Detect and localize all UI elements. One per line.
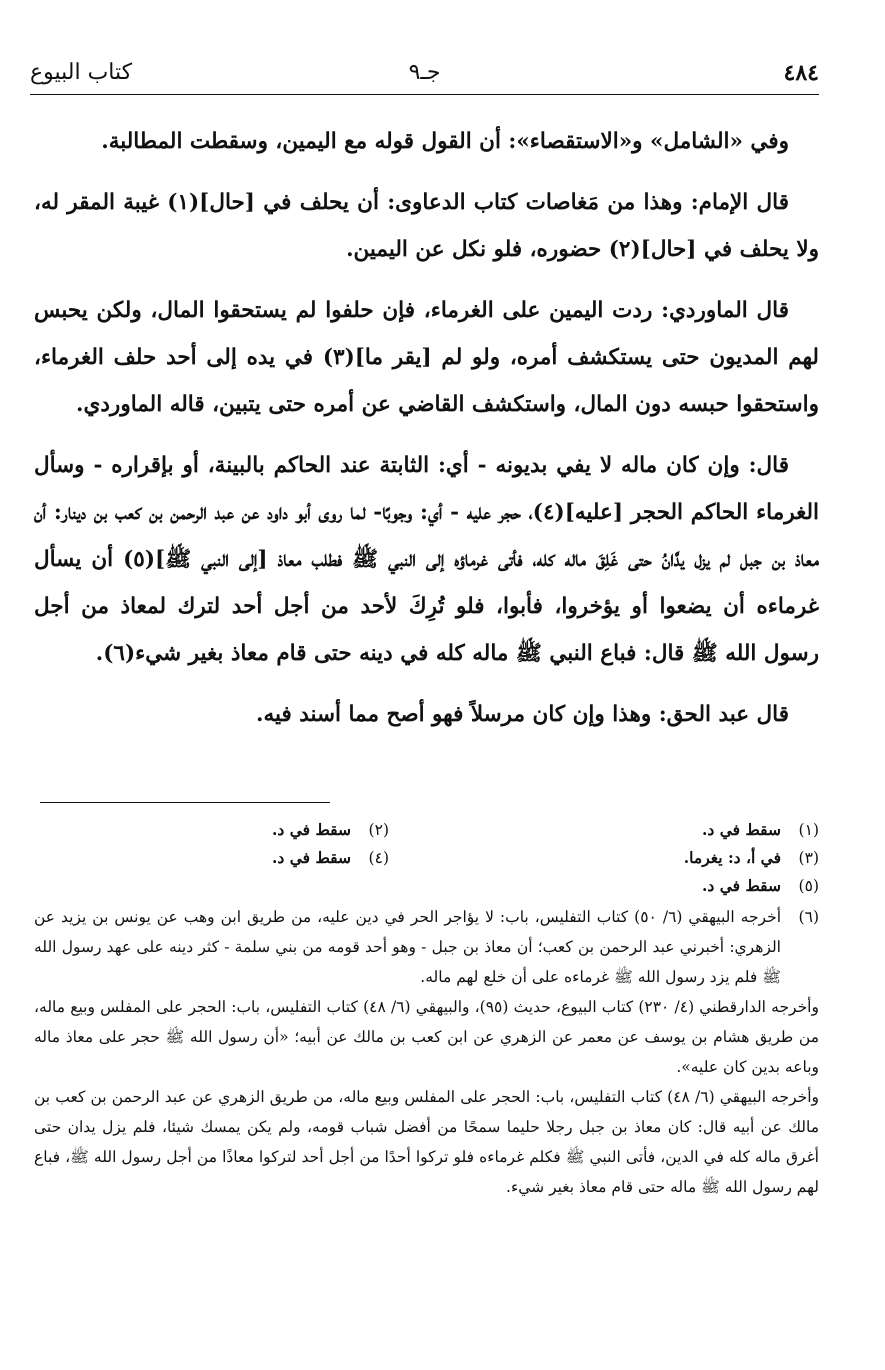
- footnotes: [34, 816, 819, 1202]
- footnote: [702, 816, 819, 844]
- paragraph: قال عبد الحق: وهذا وإن كان مرسلاً فهو أصح مما أسند فيه.: [255, 702, 789, 727]
- footnote-row: [34, 816, 819, 844]
- footnote: [702, 872, 819, 900]
- paragraph: قال الإمام: وهذا من مَغاصات كتاب الدعاوى: أن يحلف في [حال](١) غيبة المقر له، ولا يحلف في [حال](٢) حضوره، فلو نكل عن اليمين.: [34, 190, 819, 262]
- paragraph: قال الماوردي: ردت اليمين على الغرماء، فإن حلفوا لم يستحقوا المال، ولكن يحبس لهم المديون حتى يستكشف أمره، ولو لم [يقر ما](٣) في يده إلى أحد حلف الغرماء، واستحقوا حبسه دون المال، واستكشف القاضي عن أمره حتى يتبين، قاله الماوردي.: [34, 298, 819, 417]
- footnote-number: (٥): [798, 877, 819, 895]
- footnote-text: سقط في د.: [702, 876, 781, 895]
- paragraph: قال: وإن كان ماله لا يفي بديونه - أي: الثابتة عند الحاكم بالبينة، أو بإقراره - وسأل الغرماء الحاكم الحجر [عليه](٤)، حجر عليه - أي: وجوبًا- لما روى أبو داود عن عبد الرحمن بن كعب بن دينار: أن معاذ بن جبل لم يزل يدَّانُ حتى غَلِقَ ماله كله، فأتى غرماؤه إلى النبي ﷺ فطلب معاذ [إلى النبي ﷺ](٥) أن يسأل غرماءه أن يضعوا أو يؤخروا، فأبوا، فلو تُرِكَ لأحد من أجل أحد لترك لمعاذ من أجل رسول الله ﷺ قال: فباع النبي ﷺ ماله كله في دينه حتى قام معاذ بغير شيء(٦).: [34, 453, 820, 666]
- footnote-number: (١): [798, 821, 819, 839]
- footnote-text: سقط في د.: [272, 848, 351, 867]
- page-header: [30, 52, 819, 95]
- footnote-divider: [40, 802, 330, 803]
- footnote: [272, 844, 389, 872]
- footnote-long: [34, 902, 819, 992]
- footnote-text: وأخرجه الدارقطني (٤/ ٢٣٠) كتاب البيوع، حديث (٩٥)، والبيهقي (٦/ ٤٨) كتاب التفليس، باب: الحجر على المفلس وبيع ماله، من طريق هشام بن يوسف عن معمر عن الزهري عن ابن كعب بن مالك عن أبيه؛ «أن رسول الله ﷺ حجر على معاذ ماله وباعه بدين كان عليه».: [34, 998, 819, 1076]
- footnote-row: [34, 872, 819, 900]
- footnote-text: وأخرجه البيهقي (٦/ ٤٨) كتاب التفليس، باب: الحجر على المفلس وبيع ماله، من طريق الزهري عن عبد الرحمن بن كعب بن مالك عن أبيه قال: كان معاذ بن جبل رجلا حليما سمحًا من أفضل شباب قومه، ولم يكن يمسك شيئا، فلم يزل يدان حتى أغرق ماله كله في الدين، فأتى النبي ﷺ فكلم غرماءه فلو تركوا أحدًا من أجل أحد لتركوا معاذًا من أجل رسول الله ﷺ، فباع لهم رسول الله ﷺ ماله حتى قام معاذ بغير شيء.: [34, 1088, 819, 1196]
- footnote: [272, 816, 389, 844]
- footnote-number: (٦): [798, 908, 819, 926]
- footnote-row: [34, 844, 819, 872]
- book-title: كتاب البيوع: [30, 60, 133, 85]
- footnote-text: سقط في د.: [272, 820, 351, 839]
- footnote-text: سقط في د.: [702, 820, 781, 839]
- paragraph: وفي «الشامل» و«الاستقصاء»: أن القول قوله مع اليمين، وسقطت المطالبة.: [101, 129, 789, 154]
- footnote-number: (٤): [368, 849, 389, 867]
- page-number: ٤٨٤: [783, 60, 819, 86]
- footnote-number: (٢): [368, 821, 389, 839]
- main-text: [34, 118, 819, 752]
- footnote-text: في أ، د: يغرما.: [683, 848, 781, 867]
- footnote-number: (٣): [798, 849, 819, 867]
- footnote: [684, 844, 819, 872]
- volume-label: جـ٩: [408, 60, 441, 85]
- footnote-text: أخرجه البيهقي (٦/ ٥٠) كتاب التفليس، باب: لا يؤاجر الحر في دين عليه، من طريق ابن وهب عن يونس بن يزيد عن الزهري: أخبرني عبد الرحمن بن كعب؛ أن معاذ بن جبل - وهو أحد قومه من بني سلمة - كثر دينه على عهد رسول الله ﷺ فلم يزد رسول الله ﷺ غرماءه على أن خلع لهم ماله.: [34, 908, 781, 986]
